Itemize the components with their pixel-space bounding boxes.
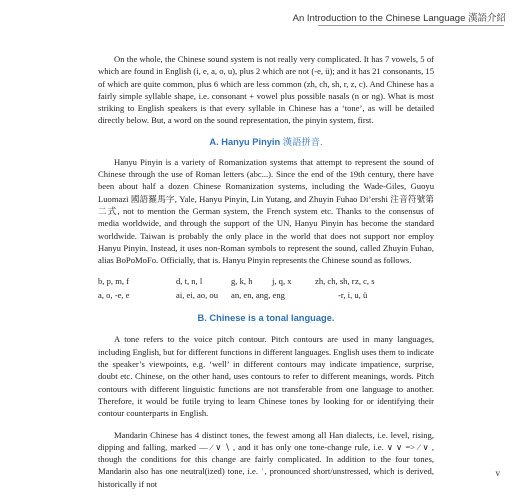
finals-group: ai, ei, ao, ou — [176, 290, 218, 301]
section-a-heading — [98, 136, 434, 148]
section-a-chinese: 漢語拼音. — [282, 136, 323, 147]
header-rule — [318, 25, 504, 26]
initials-group: z, c, s — [355, 276, 375, 287]
pinyin-sound-table — [98, 275, 434, 303]
tone-paragraph-1: A tone refers to the voice pitch contour. Pitch contours are used in many languages, including English, but for different functions in different languages. English uses them to indicate the speaker’s viewpoints, e.g. ‘well’ in different contours may indicate impatience, surprise, doubt etc. Chinese, on the other hand, uses contours to refer to different meanings, words. Pitch contours with different linguistic functions are not transferable from one language to another. Therefore, it would be futile trying to learn Chinese tones by looking for or identifying their contour counterparts in English. — [98, 334, 434, 419]
section-b-heading: B. Chinese is a tonal language. — [197, 313, 335, 324]
initials-group: j, q, x — [272, 276, 292, 287]
pinyin-paragraph: Hanyu Pinyin is a variety of Romanization systems that attempt to represent the sound of Chinese through the use of Roman letters (abc...). Since the end of the 19th century, there have been about half a dozen Chinese Romanization systems, including the Wade-Giles, Guoyu Luomazi 國語羅馬字, Yale, Hanyu Pinyin, Lin Yutang, and Zhuyin Fuhao Di’ershi 注音符號第二式, not to mention the German system, the French system etc. Thanks to the consensus of media worldwide, and through the support of the UN, Hanyu Pinyin has become the standard worldwide. Taiwan is probably the only place in the world that does not support nor employ Hanyu Pinyin. Instead, it uses non-Roman symbols to represent the sound, called Zhuyin Fuhao, alias BoPoMoFo. Officially, that is. Hanyu Pinyin represents the Chinese sound as follows. — [98, 156, 434, 266]
initials-group: zh, ch, sh, r — [315, 276, 355, 287]
tone-paragraph-2: Mandarin Chinese has 4 distinct tones, the fewest among all Han dialects, i.e. level, rising, dipping and falling, marked — ⁄ ∨ ∖ , and it has only one tone-change rule, i.e. ∨ ∨ => ⁄ ∨ , though the conditions for this change are fairly complicated. In addition to the four tones, Mandarin also has one neutral(ized) tone, i.e. ˙, pronounced short/unstressed, which is derived, historically if not — [98, 429, 434, 489]
initials-group: b, p, m, f — [98, 276, 130, 287]
finals-group: a, o, -e, e — [98, 290, 130, 301]
section-a-title: A. Hanyu Pinyin — [209, 136, 281, 147]
finals-group: -r, i, u, ü — [338, 290, 368, 301]
finals-group: an, en, ang, eng — [231, 290, 285, 301]
initials-row — [98, 275, 434, 289]
intro-paragraph: On the whole, the Chinese sound system is not really very complicated. It has 7 vowels, 5 of which are found in English (i, e, a, o, u), plus 2 which are not (-e, ü); and it has 21 consonants, 15 of which are quite common, plus 6 which are less common (zh, ch, sh, r, z, c). And Chinese has a fairly simple syllable shape, i.e. consonant + vowel plus possible nasals (n or ng). What is most striking to English speakers is that every syllable in Chinese has a ‘tone’, as will be detailed directly below. But, a word on the sound representation, the pinyin system, first. — [98, 54, 434, 126]
initials-group: d, t, n, l — [176, 276, 203, 287]
page-body — [98, 53, 434, 490]
initials-group: g, k, h — [231, 276, 253, 287]
finals-row — [98, 289, 434, 303]
running-header: An Introduction to the Chinese Language 漢語介紹 — [292, 13, 506, 24]
page-number: v — [495, 468, 500, 478]
